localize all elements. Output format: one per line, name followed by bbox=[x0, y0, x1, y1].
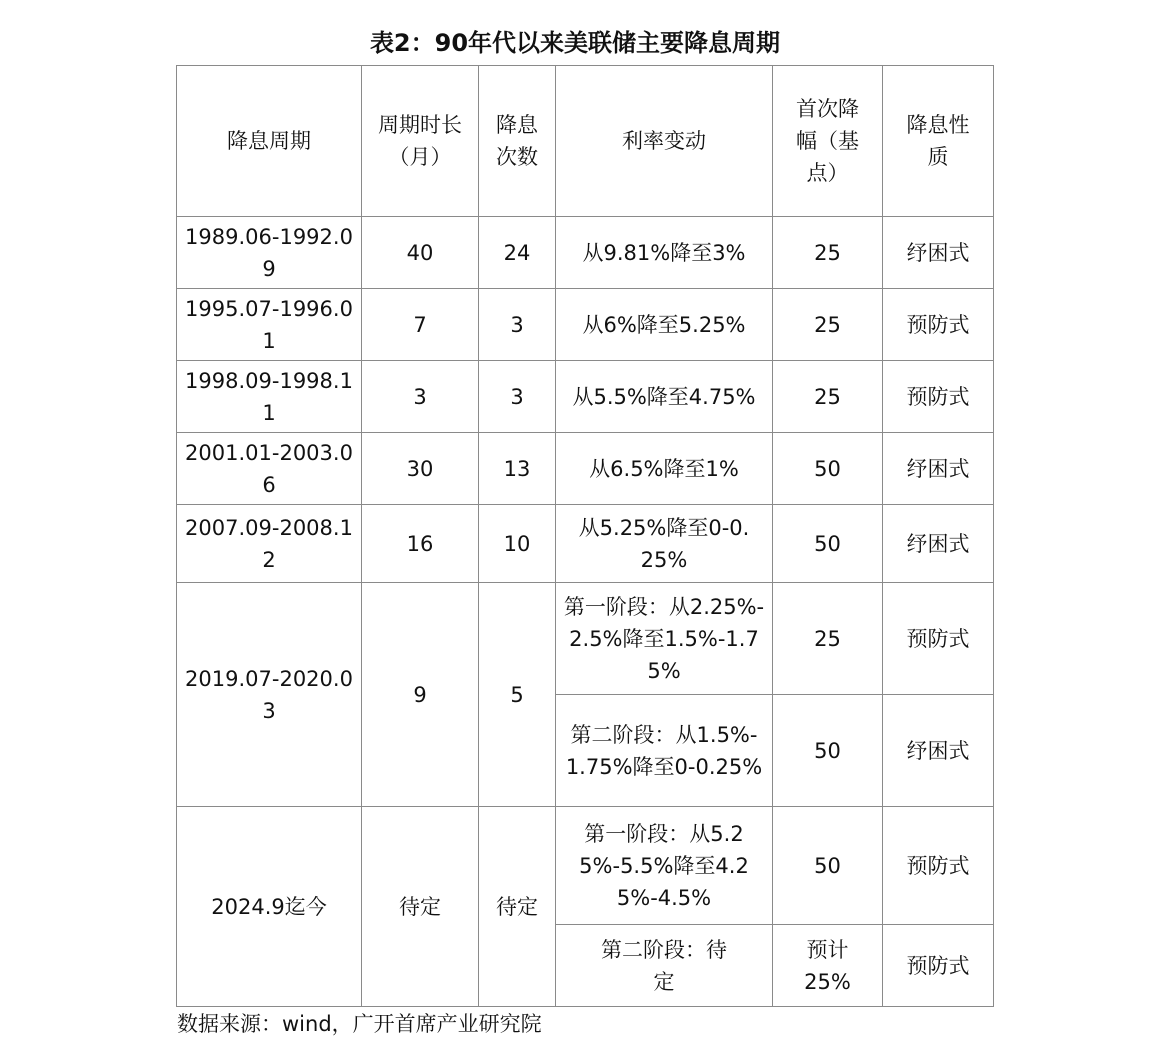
table-title: 表2：90年代以来美联储主要降息周期 bbox=[369, 29, 781, 57]
duration-cell: 30 bbox=[362, 433, 479, 505]
header-duration: 周期时长（月） bbox=[362, 66, 479, 217]
nature-cell: 纾困式 bbox=[883, 433, 994, 505]
rate-change-cell: 从6.5%降至1% bbox=[556, 433, 773, 505]
rate-change-cell: 从9.81%降至3% bbox=[556, 217, 773, 289]
count-cell: 3 bbox=[479, 289, 556, 361]
nature-cell: 纾困式 bbox=[883, 505, 994, 583]
nature-cell: 预防式 bbox=[883, 289, 994, 361]
cycle-cell: 1995.07-1996.01 bbox=[177, 289, 362, 361]
cycle-cell: 1989.06-1992.09 bbox=[177, 217, 362, 289]
header-nature: 降息性质 bbox=[883, 66, 994, 217]
first-cut-cell: 25 bbox=[773, 217, 883, 289]
cycle-cell: 2019.07-2020.03 bbox=[177, 583, 362, 807]
header-rate-change: 利率变动 bbox=[556, 66, 773, 217]
table-row bbox=[177, 289, 994, 361]
first-cut-cell: 预计25% bbox=[773, 925, 883, 1007]
header-cycle: 降息周期 bbox=[177, 66, 362, 217]
first-cut-cell: 50 bbox=[773, 433, 883, 505]
first-cut-cell: 50 bbox=[773, 505, 883, 583]
cycle-cell: 2007.09-2008.12 bbox=[177, 505, 362, 583]
first-cut-cell: 25 bbox=[773, 583, 883, 695]
rate-change-cell: 从5.5%降至4.75% bbox=[556, 361, 773, 433]
data-source-note: 数据来源：wind，广开首席产业研究院 bbox=[177, 1012, 542, 1036]
duration-cell: 40 bbox=[362, 217, 479, 289]
duration-cell: 待定 bbox=[362, 807, 479, 1007]
first-cut-cell: 50 bbox=[773, 695, 883, 807]
table-row bbox=[177, 361, 994, 433]
cycle-cell: 2024.9迄今 bbox=[177, 807, 362, 1007]
nature-cell: 纾困式 bbox=[883, 217, 994, 289]
rate-change-cell: 从6%降至5.25% bbox=[556, 289, 773, 361]
header-count: 降息次数 bbox=[479, 66, 556, 217]
duration-cell: 7 bbox=[362, 289, 479, 361]
duration-cell: 16 bbox=[362, 505, 479, 583]
rate-change-cell: 第二阶段：待定 bbox=[556, 925, 773, 1007]
rate-change-cell: 第二阶段：从1.5%-1.75%降至0-0.25% bbox=[556, 695, 773, 807]
duration-cell: 3 bbox=[362, 361, 479, 433]
count-cell: 24 bbox=[479, 217, 556, 289]
first-cut-cell: 25 bbox=[773, 289, 883, 361]
rate-change-cell: 从5.25%降至0-0.25% bbox=[556, 505, 773, 583]
cycle-cell: 1998.09-1998.11 bbox=[177, 361, 362, 433]
rate-change-cell: 第一阶段：从2.25%-2.5%降至1.5%-1.75% bbox=[556, 583, 773, 695]
nature-cell: 预防式 bbox=[883, 583, 994, 695]
cycle-cell: 2001.01-2003.06 bbox=[177, 433, 362, 505]
count-cell: 10 bbox=[479, 505, 556, 583]
duration-cell: 9 bbox=[362, 583, 479, 807]
header-row bbox=[177, 66, 994, 217]
table-row bbox=[177, 217, 994, 289]
first-cut-cell: 50 bbox=[773, 807, 883, 925]
nature-cell: 预防式 bbox=[883, 925, 994, 1007]
nature-cell: 预防式 bbox=[883, 361, 994, 433]
table-row bbox=[177, 807, 994, 925]
count-cell: 3 bbox=[479, 361, 556, 433]
nature-cell: 纾困式 bbox=[883, 695, 994, 807]
table-row bbox=[177, 505, 994, 583]
nature-cell: 预防式 bbox=[883, 807, 994, 925]
header-first-cut: 首次降幅（基点） bbox=[773, 66, 883, 217]
rate-change-cell: 第一阶段：从5.25%-5.5%降至4.25%-4.5% bbox=[556, 807, 773, 925]
count-cell: 待定 bbox=[479, 807, 556, 1007]
count-cell: 13 bbox=[479, 433, 556, 505]
table-row bbox=[177, 433, 994, 505]
count-cell: 5 bbox=[479, 583, 556, 807]
rate-cut-cycles-table bbox=[176, 65, 994, 1007]
table-row bbox=[177, 583, 994, 695]
first-cut-cell: 25 bbox=[773, 361, 883, 433]
